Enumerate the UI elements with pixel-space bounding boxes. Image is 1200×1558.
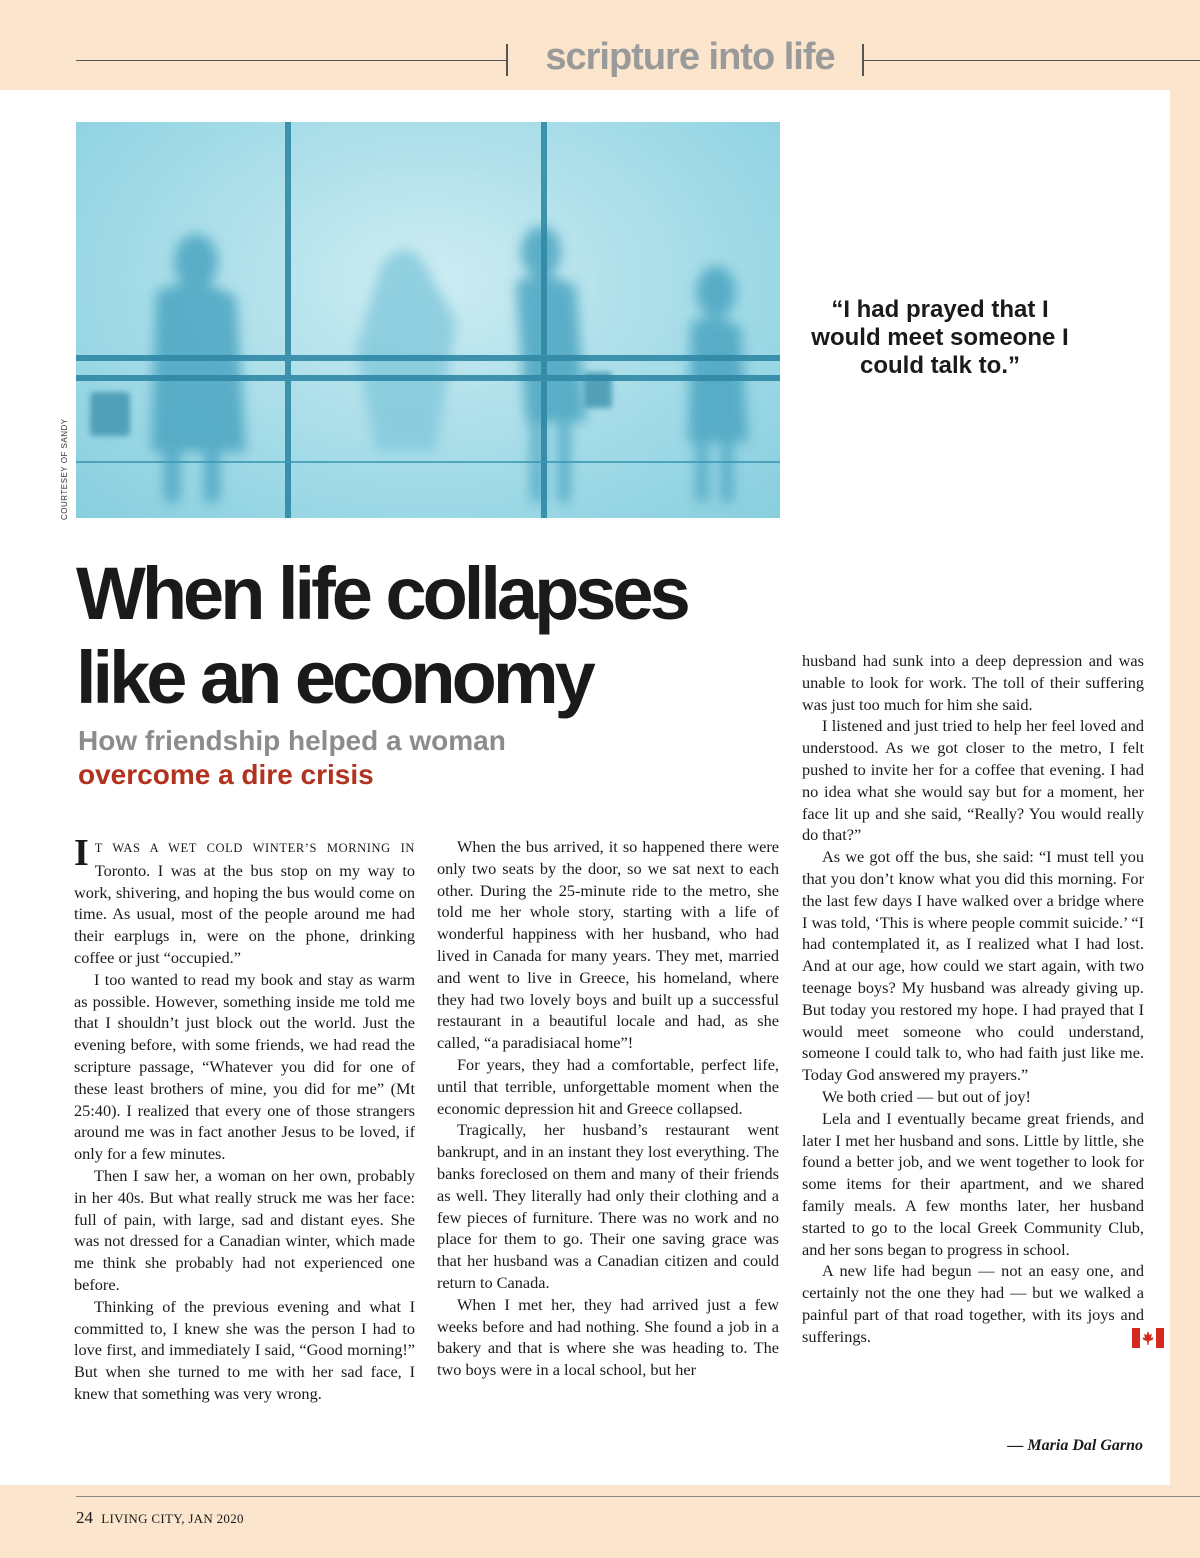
section-title: scripture into life <box>545 36 835 78</box>
pull-quote: “I had prayed that I would meet someone I could talk to.” <box>811 296 1069 379</box>
photo-credit: COURTESEY OF SANDY <box>60 418 69 520</box>
subhead-line-1: How friendship helped a woman <box>78 725 506 756</box>
paragraph: For years, they had a comfortable, perfect life, until that terrible, unforgettable moment when the economic depression hit and Greece collapsed. <box>437 1054 779 1118</box>
publication-name: LIVING CITY, JAN 2020 <box>101 1511 244 1526</box>
paragraph: Thinking of the previous evening and what I committed to, I knew she was the person I had to love first, and immediately I said, “Good morning!” But when she turned to me with her sad face, I knew that something was very wrong. <box>74 1296 415 1403</box>
headline-line-1: When life collapses <box>76 552 687 635</box>
paragraph: As we got off the bus, she said: “I must tell you that you don’t know what you did this morning. For the last few days I have walked over a bridge where I was told, ‘This is where people commit suicide.’ “I had contemplated it, as I realized what I had lost. And at our age, how could we start again, with two teenage boys? My husband was already giving up. But today you restored my hope. I had prayed that I would meet someone who could understand, someone I could talk to, who had faith just like me. Today God answered my prayers.” <box>802 847 1144 1085</box>
paragraph: Then I saw her, a woman on her own, probably in her 40s. But what really struck me was her face: full of pain, with large, sad and distant eyes. She was not dressed for a Canadian winter, which made me think she probably had not experienced one before. <box>74 1165 415 1294</box>
article-column-2 <box>437 836 779 1381</box>
paragraph: I too wanted to read my book and stay as warm as possible. However, something inside me told me that I shouldn’t just block out the world. Just the evening before, with some friends, we had read the scripture passage, “Whatever you did for one of these least brothers of mine, you did for me” (Mt 25:40). I realized that every one of those strangers around me was in fact another Jesus to be loved, if only for a few minutes. <box>74 969 415 1164</box>
canada-flag-icon <box>1112 1328 1144 1348</box>
footer-rule <box>76 1496 1200 1497</box>
header-rule-left <box>76 60 506 61</box>
header-rule-right <box>864 60 1200 61</box>
opening-smallcaps: T WAS A WET COLD WINTER’S MORNING IN <box>94 841 415 855</box>
paragraph <box>802 1260 1144 1347</box>
drop-cap: I <box>74 832 89 874</box>
paragraph: We both cried — but out of joy! <box>822 1086 1031 1106</box>
header-tick-left <box>506 44 508 76</box>
paragraph-text: A new life had begun — not an easy one, and certainly not the one they had — but we walked a painful part of that road together, with its joys and sufferings. <box>802 1261 1144 1346</box>
bus-shelter-photo <box>76 122 780 518</box>
subhead-line-2: overcome a dire crisis <box>78 759 374 790</box>
article-column-1 <box>74 832 415 1405</box>
paragraph <box>74 832 415 969</box>
page-number: 24 <box>76 1508 93 1527</box>
paragraph: Tragically, her husband’s restaurant went bankrupt, and in an instant they lost everything. The banks foreclosed on them and many of their friends as well. They literally had only their clothing and a few pieces of furniture. There was no work and no place for them to go. Their one saving grace was that her husband was a Canadian citizen and could return to Canada. <box>437 1120 779 1292</box>
paragraph: husband had sunk into a deep depression and was unable to look for work. The toll of their suffering was just too much for him she said. <box>802 651 1144 714</box>
paragraph: When the bus arrived, it so happened there were only two seats by the door, so we sat next to each other. During the 25-minute ride to the metro, she told me her whole story, starting with a life of wonderful happiness with her husband, who had lived in Canada for many years. They met, married and went to live in Greece, his homeland, where they had two lovely boys and built up a successful restaurant in a beautiful locale and had, as she called, “a paradisiacal home”! <box>437 837 779 1053</box>
paragraph: When I met her, they had arrived just a few weeks before and had nothing. She found a job in a bakery and that is where she was heading to. The two boys were in a local school, but her <box>437 1294 779 1380</box>
headline <box>76 552 796 720</box>
paragraph: Lela and I eventually became great friends, and later I met her husband and sons. Little by little, she found a better job, and we went together to look for some items for their apartment, and we shared family meals. A few months later, her husband started to go to the local Greek Community Club, and her sons began to progress in school. <box>802 1108 1144 1259</box>
footer <box>76 1508 244 1528</box>
byline: — Maria Dal Garno <box>1007 1437 1143 1454</box>
paragraph-text: Toronto. I was at the bus stop on my way to work, shivering, and hoping the bus would come on time. As usual, most of the people around me had their earplugs in, were on the phone, drinking coffee or just “occupied.” <box>74 860 415 967</box>
photo-illustration <box>76 122 780 518</box>
subhead <box>78 724 678 792</box>
article-column-3 <box>802 650 1144 1348</box>
paragraph: I listened and just tried to help her feel loved and understood. As we got closer to the metro, I felt pushed to invite her for a coffee that evening. I had no idea what she would say but for a moment, her face lit up and she said, “Really? You would really do that?” <box>802 716 1144 845</box>
headline-line-2: like an economy <box>76 636 592 719</box>
